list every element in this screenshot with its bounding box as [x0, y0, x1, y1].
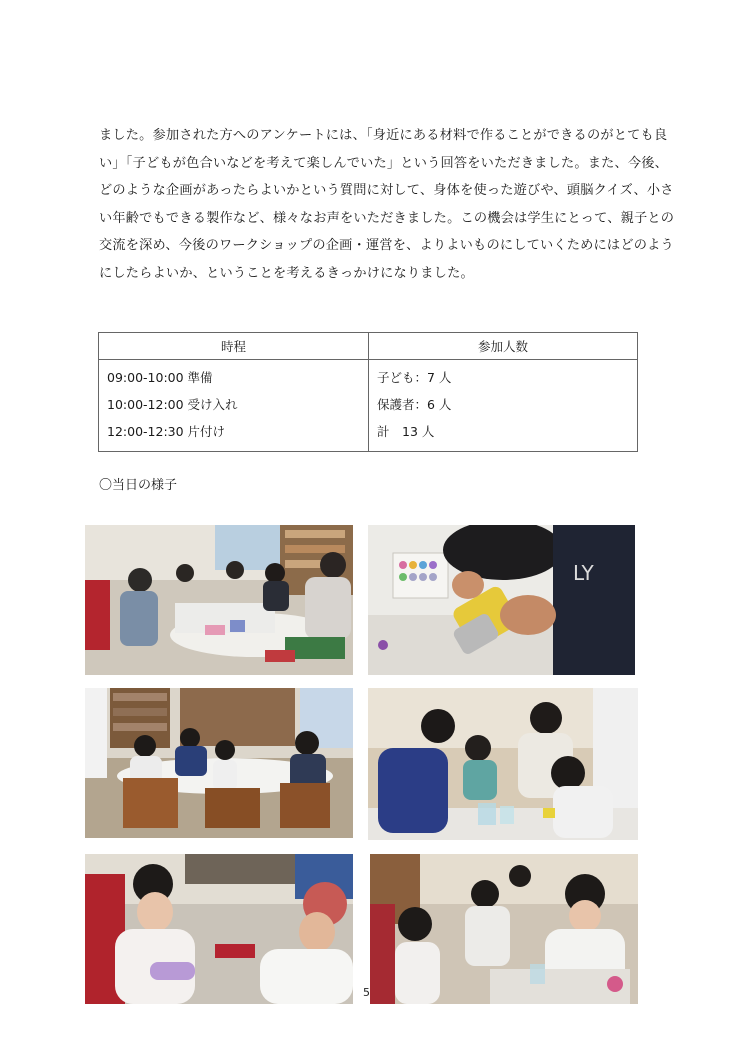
photo-students-helping: [368, 688, 638, 840]
section-title: 〇当日の様子: [99, 478, 178, 493]
schedule-table: [98, 332, 638, 452]
header-participants: 参加人数: [369, 333, 638, 360]
schedule-cell: [99, 360, 369, 452]
schedule-item: 12:00-12:30 片付け: [107, 424, 226, 439]
photo-classroom-overview: [85, 525, 353, 675]
participants-cell: [369, 360, 638, 452]
photo-round-tables: [85, 688, 353, 838]
photo-craft-closeup: [368, 525, 635, 675]
paragraph-line: ました。参加された方へのアンケートには、「身近にある材料で作ることができるのがとても良: [99, 128, 668, 143]
photo-group-activity: [370, 854, 638, 1004]
table-header-row: [99, 333, 638, 360]
header-schedule: 時程: [99, 333, 369, 360]
body-paragraph: [99, 122, 675, 288]
page-number: 5: [363, 986, 370, 999]
photo-child-with-adult: [85, 854, 353, 1004]
paragraph-line: どのような企画があったらよいかという質問に対して、身体を使った遊びや、頭脳クイズ、小さ: [99, 183, 674, 199]
svg-text:LY: LY: [573, 561, 594, 585]
paragraph-line: い年齢でもできる製作など、様々なお声をいただきました。この機会は学生にとって、親子との: [99, 210, 675, 226]
schedule-item: 09:00-10:00 準備: [107, 370, 213, 385]
paragraph-line: い」「子どもが色合いなどを考えて楽しんでいた」という回答をいただきました。また、今後、: [99, 155, 669, 171]
paragraph-line: 交流を深め、今後のワークショップの企画・運営を、よりよいものにしていくためにはどのよう: [99, 238, 674, 254]
participant-count: 保護者：6 人: [377, 397, 452, 412]
table-row: [99, 360, 638, 452]
participant-count: 計 13 人: [377, 424, 435, 439]
participant-count: 子ども：7 人: [377, 370, 452, 385]
schedule-item: 10:00-12:00 受け入れ: [107, 397, 238, 412]
paragraph-line: にしたらよいか、ということを考えるきっかけになりました。: [99, 265, 474, 281]
